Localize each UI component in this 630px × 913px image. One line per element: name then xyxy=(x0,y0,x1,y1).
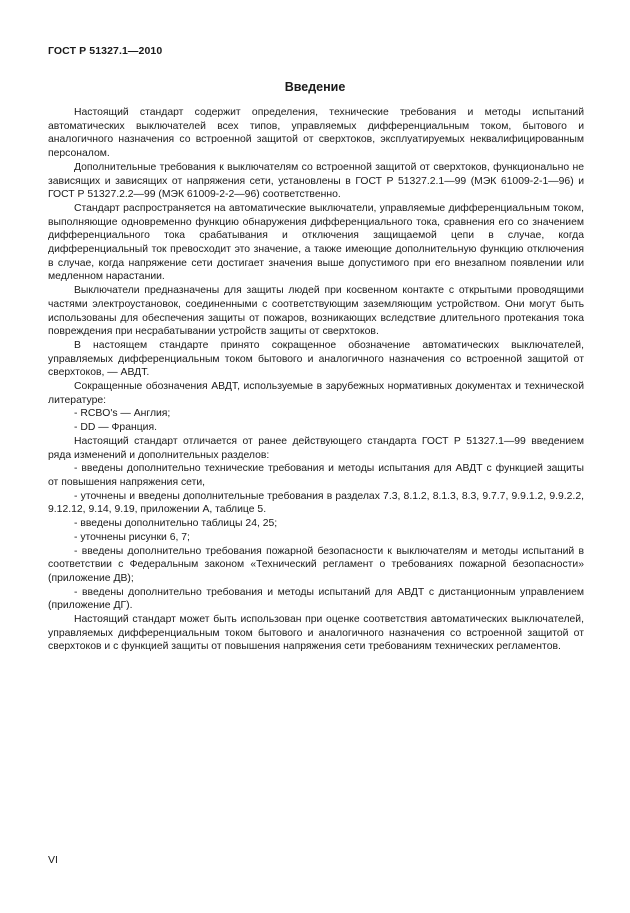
list-item: - уточнены и введены дополнительные требования в разделах 7.3, 8.1.2, 8.1.3, 8.3, 9.7.7, 9.9.1.2, 9.9.2.2, 9.12.12, 9.14, 9.19, приложении А, таблице 5. xyxy=(48,490,584,516)
list-item: - введены дополнительно технические требования и методы испытания для АВДТ с функцией защиты от повышения напряжения сети, xyxy=(48,463,584,488)
paragraph: Стандарт распространяется на автоматические выключатели, управляемые дифференциальным током, выполняющие одновременно функцию обнаружения дифференциального тока, сравнения его со значением дифференциального тока срабатывания и отключения защищаемой цепи в случае, когда дифференциальный ток превосходит это значение, а также имеющие дополнительную функцию отключения в случае, когда напряжение сети достигает значения выше допустимого при его внезапном появлении или медленном нарастании. xyxy=(48,202,584,283)
paragraph: Настоящий стандарт отличается от ранее действующего стандарта ГОСТ Р 51327.1—99 введением ряда изменений и дополнительных разделов: xyxy=(48,435,584,461)
section-title: Введение xyxy=(284,80,346,94)
paragraph: Дополнительные требования к выключателям со встроенной защитой от сверхтоков, функционально не зависящих и зависящих от напряжения сети, установлены в ГОСТ Р 51327.2.1—99 (МЭК 61009-2-1—96) и ГОСТ Р 51327.2.2—99 (МЭК 61009-2-2—96) соответственно. xyxy=(48,161,584,201)
paragraph: В настоящем стандарте принято сокращенное обозначение автоматических выключателей, управляемых дифференциальным током бытового и аналогичного назначения со встроенной защитой от сверхтоков, — АВДТ. xyxy=(48,339,584,379)
document-header: ГОСТ Р 51327.1—2010 xyxy=(48,45,163,57)
paragraph: Настоящий стандарт содержит определения, технические требования и методы испытаний автоматических выключателей всех типов, управляемых дифференциальным током, бытового и аналогичного назначения со встроенной защитой от сверхтоков, эксплуатируемых неквалифицированным персоналом. xyxy=(48,107,584,160)
list-item: - DD — Франция. xyxy=(74,422,157,434)
paragraph: Настоящий стандарт может быть использован при оценке соответствия автоматических выключателей, управляемых дифференциальным током бытового и аналогичного назначения со встроенной защитой от сверхтоков и с функцией защиты от повышения напряжения сети требованиям технических регламентов. xyxy=(48,614,584,653)
list-item: - введены дополнительно требования пожарной безопасности к выключателям и методы испытаний в соответствии с Федеральным законом «Технический регламент о требованиях пожарной безопасности» (приложение ДВ); xyxy=(48,545,584,584)
page-number: VI xyxy=(48,854,58,866)
paragraph: Сокращенные обозначения АВДТ, используемые в зарубежных нормативных документах и технической литературе: xyxy=(48,381,584,406)
body-text xyxy=(48,106,584,654)
list-item: - уточнены рисунки 6, 7; xyxy=(74,531,190,543)
paragraph: Выключатели предназначены для защиты людей при косвенном контакте с открытыми проводящими частями электроустановок, соединенными с соответствующим заземляющим устройством. Они могут быть использованы для обеспечения защиты от пожаров, возникающих вследствие длительного протекания тока повреждения при несрабатывании устройств защиты от сверхтоков. xyxy=(48,285,584,338)
list-item: - RCBO's — Англия; xyxy=(74,408,171,420)
list-item: - введены дополнительно таблицы 24, 25; xyxy=(74,518,278,530)
list-item: - введены дополнительно требования и методы испытаний для АВДТ с дистанционным управлением (приложение ДГ). xyxy=(48,586,584,612)
